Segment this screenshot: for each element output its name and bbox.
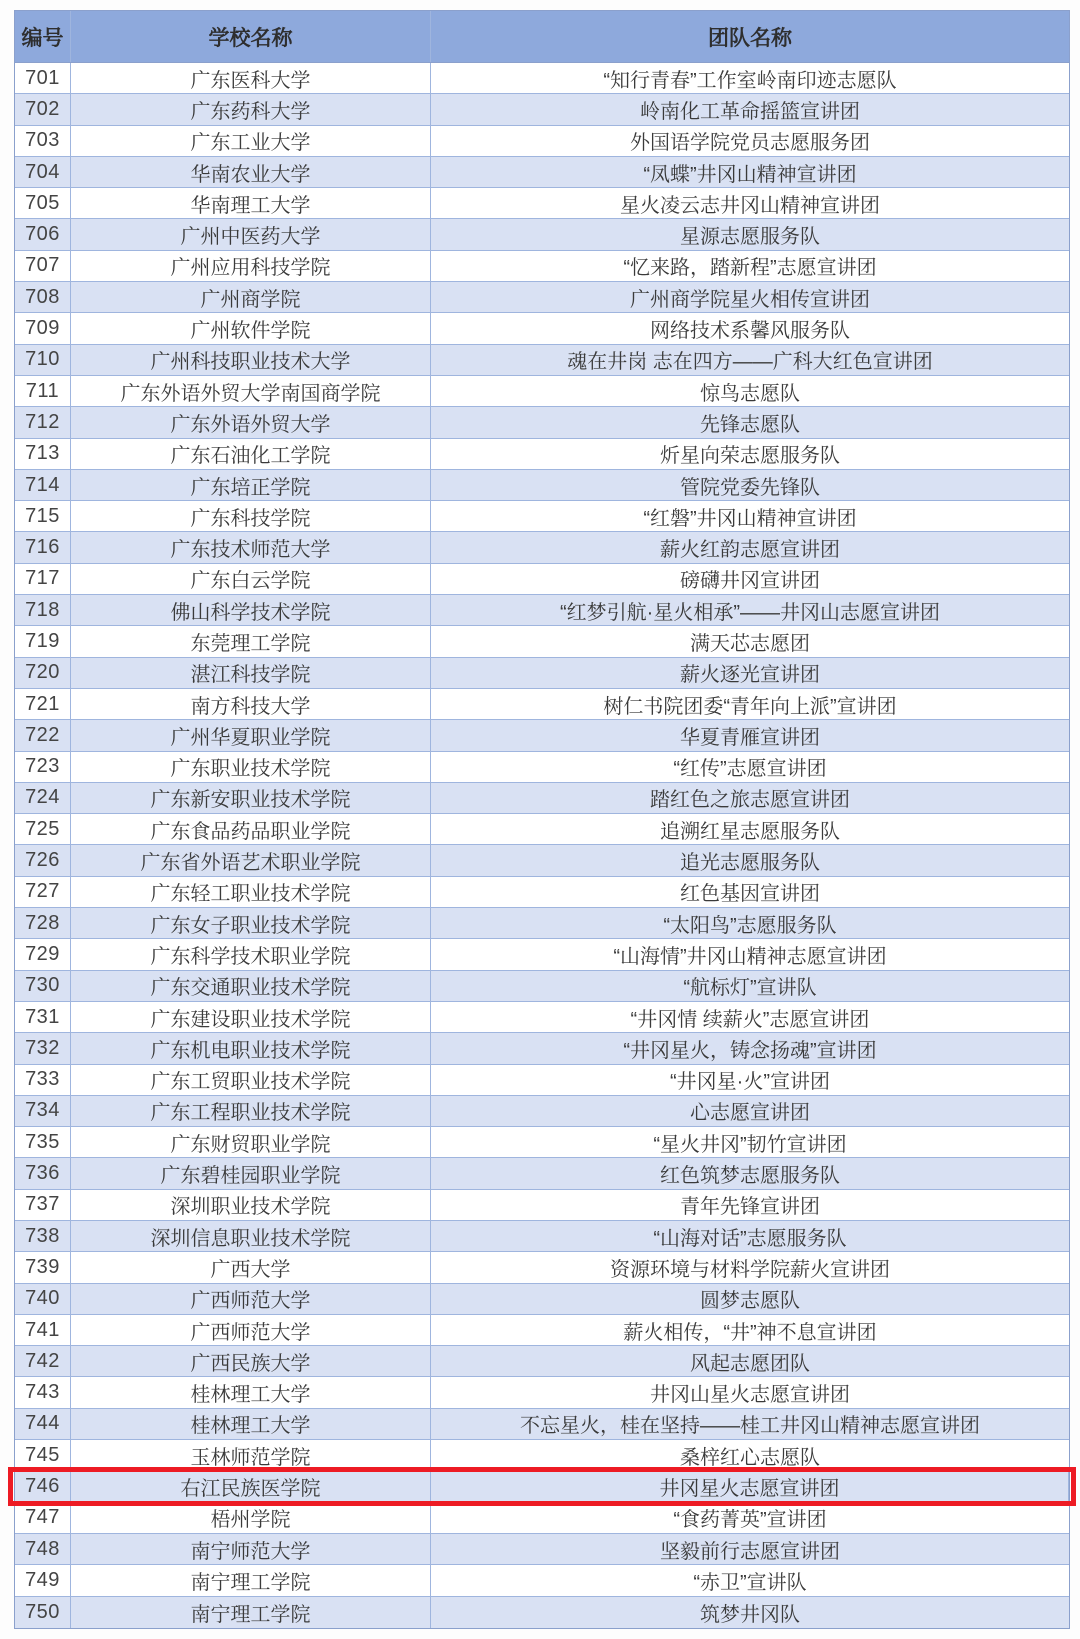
row-id-cell: 737 — [15, 1190, 71, 1220]
row-school-cell: 玉林师范学院 — [71, 1440, 431, 1470]
row-team-cell: “井冈星火，铸念扬魂”宣讲团 — [623, 1039, 877, 1062]
table-row — [15, 1534, 1069, 1565]
row-team-cell: 魂在井岗 志在四方——广科大红色宣讲团 — [567, 351, 933, 374]
row-school-cell: 南宁师范大学 — [71, 1534, 431, 1564]
row-school-cell: 华南理工大学 — [71, 188, 431, 218]
row-team-cell: 红色筑梦志愿服务队 — [660, 1165, 840, 1188]
row-school-cell: 华南农业大学 — [71, 157, 431, 187]
row-school-cell: 广西民族大学 — [71, 1346, 431, 1376]
row-id-cell: 722 — [15, 720, 71, 750]
row-id-cell: 716 — [15, 532, 71, 562]
table-row — [15, 63, 1069, 94]
table-row — [15, 595, 1069, 626]
table-row — [15, 783, 1069, 814]
table-row — [15, 219, 1069, 250]
row-school-cell: 广东食品药品职业学院 — [71, 814, 431, 844]
row-id-cell: 726 — [15, 845, 71, 875]
row-school-cell: 广东新安职业技术学院 — [71, 783, 431, 813]
row-team-cell: “太阳鸟”志愿服务队 — [663, 914, 837, 937]
row-school-cell: 广东交通职业技术学院 — [71, 971, 431, 1001]
row-school-cell: 广州科技职业技术大学 — [71, 345, 431, 375]
row-team-cell: 树仁书院团委“青年向上派”宣讲团 — [603, 695, 897, 718]
row-team-cell: “红传”志愿宣讲团 — [673, 758, 827, 781]
row-id-cell: 715 — [15, 501, 71, 531]
row-id-cell: 717 — [15, 564, 71, 594]
row-team-cell: “山海情”井冈山精神志愿宣讲团 — [613, 945, 887, 968]
table-row — [15, 1033, 1069, 1064]
row-id-cell: 702 — [15, 94, 71, 124]
row-school-cell: 广东财贸职业学院 — [71, 1127, 431, 1157]
row-school-cell: 广东科技学院 — [71, 501, 431, 531]
row-team-cell: 先锋志愿队 — [700, 413, 800, 436]
row-team-cell: 红色基因宣讲团 — [680, 883, 820, 906]
row-id-cell: 709 — [15, 313, 71, 343]
row-team-cell: 岭南化工革命摇篮宣讲团 — [640, 100, 860, 123]
row-team-cell: 风起志愿团队 — [690, 1352, 810, 1375]
row-school-cell: 广东工业大学 — [71, 126, 431, 156]
table-row — [15, 532, 1069, 563]
table-row — [15, 439, 1069, 470]
row-team-cell: “航标灯”宣讲队 — [683, 977, 817, 1000]
row-school-cell: 东莞理工学院 — [71, 626, 431, 656]
row-school-cell: 广东轻工职业技术学院 — [71, 877, 431, 907]
row-id-cell: 738 — [15, 1221, 71, 1251]
table-row — [15, 1158, 1069, 1189]
row-id-cell: 728 — [15, 908, 71, 938]
table-row — [15, 407, 1069, 438]
column-header-id: 编号 — [15, 11, 71, 62]
table-row — [15, 1503, 1069, 1534]
table-row — [15, 1315, 1069, 1346]
row-team-cell: 不忘星火，桂在坚持——桂工井冈山精神志愿宣讲团 — [520, 1415, 980, 1438]
row-school-cell: 广东白云学院 — [71, 564, 431, 594]
row-id-cell: 734 — [15, 1096, 71, 1126]
row-id-cell: 721 — [15, 689, 71, 719]
row-school-cell: 广州中医药大学 — [71, 219, 431, 249]
row-id-cell: 703 — [15, 126, 71, 156]
row-team-cell: “凤蝶”井冈山精神宣讲团 — [643, 163, 857, 186]
table-row — [15, 689, 1069, 720]
row-id-cell: 701 — [15, 63, 71, 93]
table-row — [15, 1221, 1069, 1252]
table-header-row — [15, 11, 1069, 63]
row-team-cell: 薪火相传，“井”神不息宣讲团 — [623, 1321, 877, 1344]
table-row — [15, 470, 1069, 501]
row-school-cell: 深圳职业技术学院 — [71, 1190, 431, 1220]
row-team-cell: 磅礴井冈宣讲团 — [680, 570, 820, 593]
row-team-cell: 筑梦井冈队 — [700, 1603, 800, 1626]
table-row — [15, 1190, 1069, 1221]
row-school-cell: 广东工贸职业技术学院 — [71, 1065, 431, 1095]
row-team-cell: 管院党委先锋队 — [680, 476, 820, 499]
row-school-cell: 广东外语外贸大学南国商学院 — [71, 376, 431, 406]
table-row — [15, 564, 1069, 595]
row-id-cell: 731 — [15, 1002, 71, 1032]
row-school-cell: 广东女子职业技术学院 — [71, 908, 431, 938]
table-row — [15, 126, 1069, 157]
row-team-cell: 星火凌云志井冈山精神宣讲团 — [620, 194, 880, 217]
row-id-cell: 747 — [15, 1503, 71, 1533]
row-school-cell: 佛山科学技术学院 — [71, 595, 431, 625]
row-school-cell: 广东建设职业技术学院 — [71, 1002, 431, 1032]
row-school-cell: 广东外语外贸大学 — [71, 407, 431, 437]
table-row — [15, 1252, 1069, 1283]
row-team-cell: “知行青春”工作室岭南印迹志愿队 — [603, 69, 897, 92]
row-team-cell: 华夏青雁宣讲团 — [680, 726, 820, 749]
table-row — [15, 1284, 1069, 1315]
row-id-cell: 733 — [15, 1065, 71, 1095]
table-row — [15, 1002, 1069, 1033]
row-school-cell: 广西师范大学 — [71, 1315, 431, 1345]
row-school-cell: 广州华夏职业学院 — [71, 720, 431, 750]
table-row — [15, 1597, 1069, 1628]
row-id-cell: 725 — [15, 814, 71, 844]
row-team-cell: 青年先锋宣讲团 — [680, 1196, 820, 1219]
row-team-cell: 井冈星火志愿宣讲团 — [431, 1471, 1069, 1501]
table-row — [15, 1065, 1069, 1096]
row-school-cell: 湛江科技学院 — [71, 658, 431, 688]
row-school-cell: 广州应用科技学院 — [71, 251, 431, 281]
row-school-cell: 广西大学 — [71, 1252, 431, 1282]
table-row — [15, 1096, 1069, 1127]
row-id-cell: 723 — [15, 752, 71, 782]
row-school-cell: 广州软件学院 — [71, 313, 431, 343]
table-row — [15, 313, 1069, 344]
row-id-cell: 742 — [15, 1346, 71, 1376]
row-school-cell: 广东碧桂园职业学院 — [71, 1158, 431, 1188]
row-team-cell: 圆梦志愿队 — [700, 1290, 800, 1313]
row-team-cell: “食药菁英”宣讲团 — [673, 1509, 827, 1532]
row-id-cell: 713 — [15, 439, 71, 469]
row-id-cell: 736 — [15, 1158, 71, 1188]
row-team-cell: 资源环境与材料学院薪火宣讲团 — [610, 1258, 890, 1281]
row-id-cell: 732 — [15, 1033, 71, 1063]
row-school-cell: 南宁理工学院 — [71, 1597, 431, 1628]
row-id-cell: 708 — [15, 282, 71, 312]
row-id-cell: 730 — [15, 971, 71, 1001]
row-id-cell: 720 — [15, 658, 71, 688]
table-row — [15, 1565, 1069, 1596]
row-id-cell: 745 — [15, 1440, 71, 1470]
row-school-cell: 广东工程职业技术学院 — [71, 1096, 431, 1126]
row-id-cell: 739 — [15, 1252, 71, 1282]
row-school-cell: 广东科学技术职业学院 — [71, 939, 431, 969]
row-id-cell: 710 — [15, 345, 71, 375]
row-id-cell: 749 — [15, 1565, 71, 1595]
table-row — [15, 501, 1069, 532]
row-team-cell: 外国语学院党员志愿服务团 — [630, 132, 870, 155]
row-school-cell: 广州商学院 — [71, 282, 431, 312]
table-row — [15, 94, 1069, 125]
row-school-cell: 广东省外语艺术职业学院 — [71, 845, 431, 875]
table-row — [15, 971, 1069, 1002]
table-body — [15, 63, 1069, 1628]
row-team-cell: “红磐”井冈山精神宣讲团 — [643, 507, 857, 530]
row-id-cell: 741 — [15, 1315, 71, 1345]
row-school-cell: 广东技术师范大学 — [71, 532, 431, 562]
row-team-cell: “井冈情 续薪火”志愿宣讲团 — [630, 1008, 870, 1031]
row-team-cell: 炘星向荣志愿服务队 — [660, 445, 840, 468]
row-school-cell: 广东培正学院 — [71, 470, 431, 500]
table-row — [15, 877, 1069, 908]
row-id-cell: 706 — [15, 219, 71, 249]
row-team-cell: 心志愿宣讲团 — [690, 1102, 810, 1125]
row-team-cell: 踏红色之旅志愿宣讲团 — [650, 789, 850, 812]
row-team-cell: 薪火红韵志愿宣讲团 — [660, 539, 840, 562]
table-row — [15, 845, 1069, 876]
row-id-cell: 704 — [15, 157, 71, 187]
row-school-cell: 南方科技大学 — [71, 689, 431, 719]
row-school-cell: 广东药科大学 — [71, 94, 431, 124]
row-team-cell: 薪火逐光宣讲团 — [680, 664, 820, 687]
table-row — [15, 752, 1069, 783]
row-team-cell: “星火井冈”韧竹宣讲团 — [653, 1133, 847, 1156]
row-id-cell: 743 — [15, 1377, 71, 1407]
row-team-cell: 星源志愿服务队 — [680, 226, 820, 249]
row-team-cell: “忆来路，踏新程”志愿宣讲团 — [623, 257, 877, 280]
table-row — [15, 908, 1069, 939]
row-id-cell: 714 — [15, 470, 71, 500]
row-id-cell: 724 — [15, 783, 71, 813]
table-row — [15, 157, 1069, 188]
table-row — [15, 1471, 1069, 1502]
row-school-cell: 广东石油化工学院 — [71, 439, 431, 469]
row-school-cell: 广东职业技术学院 — [71, 752, 431, 782]
row-school-cell: 南宁理工学院 — [71, 1565, 431, 1595]
row-id-cell: 718 — [15, 595, 71, 625]
row-id-cell: 735 — [15, 1127, 71, 1157]
row-id-cell: 748 — [15, 1534, 71, 1564]
row-team-cell: 井冈山星火志愿宣讲团 — [650, 1384, 850, 1407]
row-team-cell: 网络技术系馨风服务队 — [650, 320, 850, 343]
row-team-cell: 惊鸟志愿队 — [700, 382, 800, 405]
results-table — [14, 10, 1070, 1629]
table-row — [15, 1440, 1069, 1471]
row-school-cell: 广东机电职业技术学院 — [71, 1033, 431, 1063]
row-school-cell: 桂林理工大学 — [71, 1409, 431, 1439]
row-id-cell: 750 — [15, 1597, 71, 1628]
row-id-cell: 744 — [15, 1409, 71, 1439]
table-row — [15, 282, 1069, 313]
table-row — [15, 376, 1069, 407]
row-id-cell: 727 — [15, 877, 71, 907]
row-id-cell: 729 — [15, 939, 71, 969]
row-id-cell: 712 — [15, 407, 71, 437]
row-team-cell: “赤卫”宣讲队 — [693, 1571, 807, 1594]
table-row — [15, 720, 1069, 751]
column-header-school: 学校名称 — [71, 11, 431, 62]
table-row — [15, 1409, 1069, 1440]
row-team-cell: 追光志愿服务队 — [680, 852, 820, 875]
row-id-cell: 705 — [15, 188, 71, 218]
row-school-cell: 深圳信息职业技术学院 — [71, 1221, 431, 1251]
row-team-cell: “红梦引航·星火相承”——井冈山志愿宣讲团 — [560, 601, 940, 624]
row-id-cell: 711 — [15, 376, 71, 406]
row-team-cell: 广州商学院星火相传宣讲团 — [630, 288, 870, 311]
row-team-cell: 追溯红星志愿服务队 — [660, 820, 840, 843]
table-row — [15, 658, 1069, 689]
table-row — [15, 1346, 1069, 1377]
table-row — [15, 626, 1069, 657]
table-row — [15, 188, 1069, 219]
row-id-cell: 707 — [15, 251, 71, 281]
table-row — [15, 345, 1069, 376]
table-row — [15, 251, 1069, 282]
row-team-cell: “井冈星·火”宣讲团 — [670, 1071, 830, 1094]
table-row — [15, 814, 1069, 845]
row-school-cell: 梧州学院 — [71, 1503, 431, 1533]
row-id-cell: 746 — [15, 1471, 71, 1501]
row-id-cell: 719 — [15, 626, 71, 656]
row-team-cell: 桑梓红心志愿队 — [680, 1446, 820, 1469]
row-school-cell: 广东医科大学 — [71, 63, 431, 93]
table-row — [15, 1377, 1069, 1408]
row-id-cell: 740 — [15, 1284, 71, 1314]
table-row — [15, 939, 1069, 970]
row-school-cell: 广西师范大学 — [71, 1284, 431, 1314]
row-team-cell: 坚毅前行志愿宣讲团 — [660, 1540, 840, 1563]
row-team-cell: 满天芯志愿团 — [690, 632, 810, 655]
row-school-cell: 右江民族医学院 — [71, 1471, 431, 1501]
row-school-cell: 桂林理工大学 — [71, 1377, 431, 1407]
row-team-cell: “山海对话”志愿服务队 — [653, 1227, 847, 1250]
column-header-team: 团队名称 — [708, 26, 792, 50]
table-row — [15, 1127, 1069, 1158]
